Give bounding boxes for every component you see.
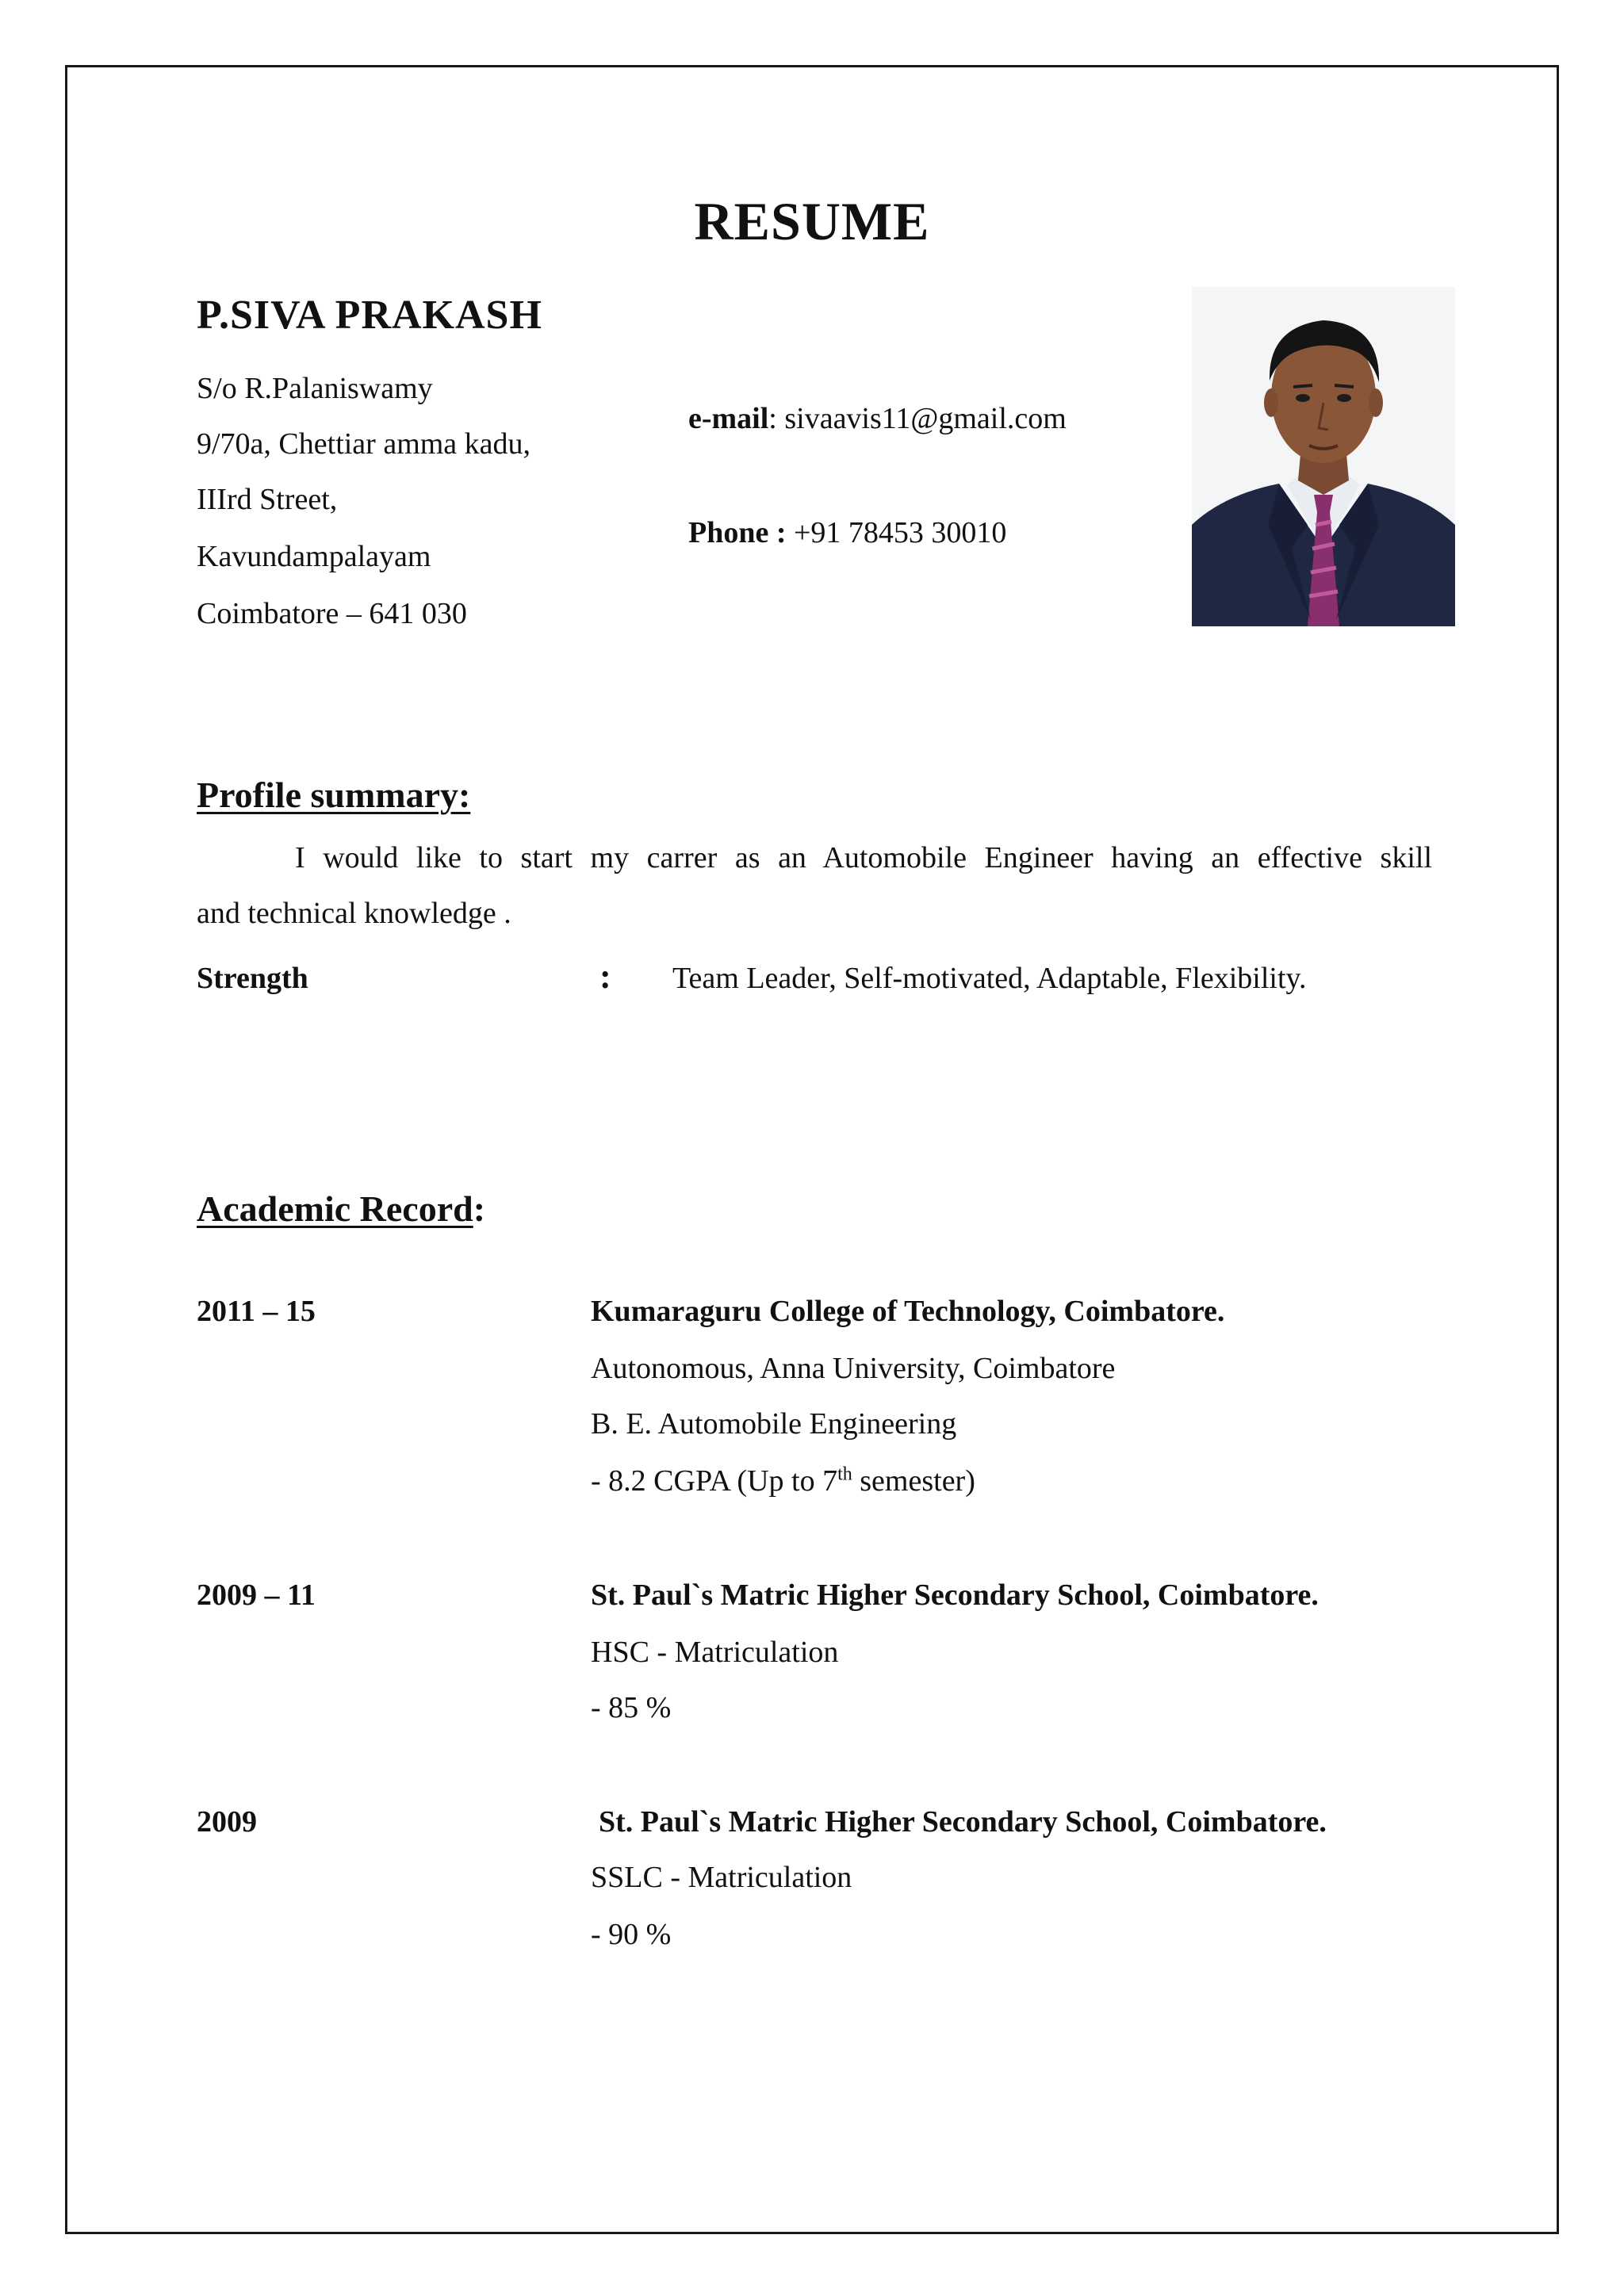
candidate-name: P.SIVA PRAKASH (197, 293, 542, 338)
strength-label: Strength (197, 962, 308, 995)
phone-line (688, 515, 1006, 550)
academic-record-heading-text: Academic Record (197, 1188, 473, 1229)
academic-record-heading (197, 1188, 485, 1230)
record-1-detail-2: B. E. Automobile Engineering (591, 1407, 957, 1441)
record-2-institution: St. Paul`s Matric Higher Secondary School, Coimbatore. (591, 1578, 1319, 1612)
record-2-detail-1: HSC - Matriculation (591, 1636, 839, 1669)
profile-summary-line-2: and technical knowledge . (197, 897, 511, 930)
record-1-detail-1: Autonomous, Anna University, Coimbatore (591, 1352, 1116, 1385)
record-3-detail-1: SSLC - Matriculation (591, 1861, 852, 1894)
record-1-year: 2011 – 15 (197, 1295, 316, 1328)
phone-value: +91 78453 30010 (786, 516, 1007, 549)
strength-value: Team Leader, Self-motivated, Adaptable, Flexibility. (672, 962, 1307, 995)
address-line-2: 9/70a, Chettiar amma kadu, (197, 427, 531, 461)
record-1-institution: Kumaraguru College of Technology, Coimbatore. (591, 1295, 1225, 1328)
record-3-score: - 90 % (591, 1918, 672, 1951)
profile-summary-text (197, 840, 1432, 875)
page-title: RESUME (694, 191, 930, 251)
record-1-score-suffix: semester) (852, 1464, 975, 1498)
address-line-3: IIIrd Street, (197, 483, 338, 516)
record-3-year: 2009 (197, 1805, 257, 1839)
profile-summary-heading (197, 774, 470, 816)
address-line-4: Kavundampalayam (197, 540, 431, 573)
address-line-1: S/o R.Palaniswamy (197, 372, 433, 405)
email-label: e-mail (688, 402, 769, 435)
record-1-score (591, 1464, 975, 1498)
address-line-5: Coimbatore – 641 030 (197, 597, 467, 630)
academic-record-heading-colon: : (473, 1188, 486, 1229)
record-1-score-prefix: - 8.2 CGPA (Up to 7 (591, 1464, 838, 1498)
email-value[interactable]: : sivaavis11@gmail.com (768, 402, 1067, 435)
email-line (688, 401, 1067, 436)
record-2-score: - 85 % (591, 1691, 672, 1724)
phone-label: Phone : (688, 516, 787, 549)
profile-photo (1192, 287, 1455, 626)
record-3-institution: St. Paul`s Matric Higher Secondary School, Coimbatore. (599, 1805, 1327, 1839)
strength-colon: : (599, 957, 611, 996)
profile-summary-heading-text: Profile summary: (197, 775, 471, 815)
profile-summary-line-1: I would like to start my carrer as an Automobile Engineer having an effective skill (295, 841, 1432, 874)
record-2-year: 2009 – 11 (197, 1578, 316, 1612)
record-1-score-sup: th (837, 1464, 852, 1485)
